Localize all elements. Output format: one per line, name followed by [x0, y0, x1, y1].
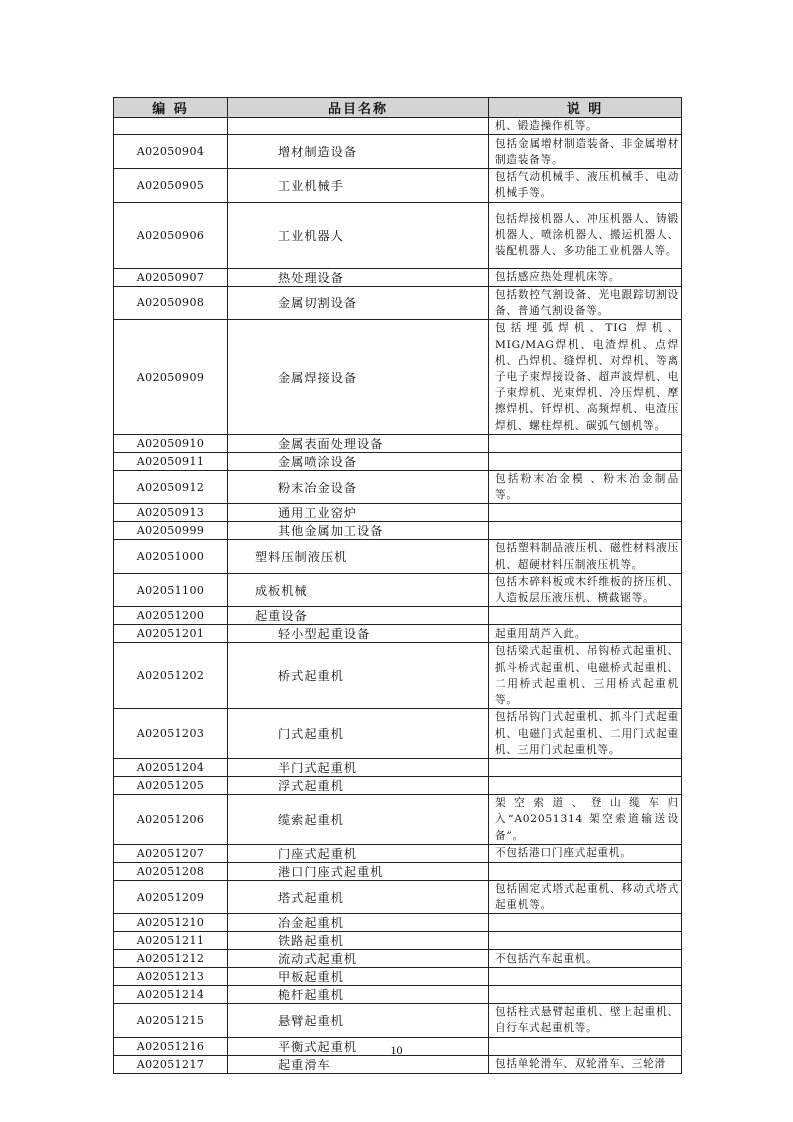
- item-description: 包括吊钩门式起重机、抓斗门式起重机、电磁门式起重机、二用门式起重机、三用门式起重机等。: [489, 709, 682, 759]
- item-code: A02051210: [114, 914, 228, 932]
- table-row: [114, 777, 682, 795]
- table-row: [114, 286, 682, 319]
- catalog-table: [113, 97, 682, 1074]
- item-description: [489, 435, 682, 453]
- item-code: A02051205: [114, 777, 228, 795]
- item-name: 平衡式起重机: [228, 1037, 489, 1055]
- table-body: [114, 118, 682, 1074]
- item-description: [489, 607, 682, 625]
- item-code: A02050905: [114, 169, 228, 202]
- table-row: [114, 453, 682, 471]
- item-description: 包括单轮滑车、双轮滑车、三轮滑: [489, 1055, 682, 1073]
- item-code: A02051212: [114, 950, 228, 968]
- item-name: 其他金属加工设备: [228, 522, 489, 540]
- item-name: 塔式起重机: [228, 880, 489, 913]
- table-row: [114, 169, 682, 202]
- item-description: 包括木碎料板或木纤维板的挤压机、人造板层压液压机、横截锯等。: [489, 573, 682, 606]
- item-description: 不包括汽车起重机。: [489, 950, 682, 968]
- item-description: 包括焊接机器人、冲压机器人、铸锻机器人、喷涂机器人、搬运机器人、装配机器人、多功能工业机器人等。: [489, 202, 682, 268]
- table-row: [114, 1004, 682, 1037]
- item-name: 起重滑车: [228, 1055, 489, 1073]
- item-description: [489, 777, 682, 795]
- item-name: 热处理设备: [228, 268, 489, 286]
- item-code: A02050907: [114, 268, 228, 286]
- item-description: 包括梁式起重机、吊钩桥式起重机、抓斗桥式起重机、电磁桥式起重机、二用桥式起重机、三用桥式起重机等。: [489, 643, 682, 709]
- item-description: [489, 453, 682, 471]
- item-code: A02051216: [114, 1037, 228, 1055]
- table-row: [114, 880, 682, 913]
- item-name: 浮式起重机: [228, 777, 489, 795]
- table-row: [114, 540, 682, 573]
- table-row: [114, 504, 682, 522]
- item-name: 通用工业窑炉: [228, 504, 489, 522]
- table-row: [114, 135, 682, 169]
- item-code: A02051207: [114, 844, 228, 862]
- table-row: [114, 625, 682, 643]
- table-row: [114, 968, 682, 986]
- header-code: 编 码: [114, 98, 228, 118]
- item-name: 成板机械: [228, 573, 489, 606]
- item-code: A02050913: [114, 504, 228, 522]
- table-row: [114, 573, 682, 606]
- item-code: A02050912: [114, 471, 228, 504]
- item-code: A02051204: [114, 759, 228, 777]
- item-description: 包括塑料制品液压机、磁性材料液压机、超硬材料压制液压机等。: [489, 540, 682, 573]
- item-description: [489, 968, 682, 986]
- item-code: A02051215: [114, 1004, 228, 1037]
- item-name: 缆索起重机: [228, 795, 489, 845]
- item-name: 增材制造设备: [228, 135, 489, 169]
- item-description: [489, 522, 682, 540]
- item-name: 金属切割设备: [228, 286, 489, 319]
- item-code: A02051201: [114, 625, 228, 643]
- item-name: 悬臂起重机: [228, 1004, 489, 1037]
- header-name: 品目名称: [228, 98, 489, 118]
- table-row: [114, 202, 682, 268]
- item-description: 包括数控气割设备、光电跟踪切割设备、普通气割设备等。: [489, 286, 682, 319]
- table-header-row: [114, 98, 682, 118]
- item-code: A02050906: [114, 202, 228, 268]
- item-name: 甲板起重机: [228, 968, 489, 986]
- item-name: 门座式起重机: [228, 844, 489, 862]
- table-row: [114, 759, 682, 777]
- item-name: 港口门座式起重机: [228, 862, 489, 880]
- item-code: A02051100: [114, 573, 228, 606]
- header-desc: 说 明: [489, 98, 682, 118]
- table-row: [114, 522, 682, 540]
- item-code: A02051214: [114, 986, 228, 1004]
- item-description: 起重用葫芦入此。: [489, 625, 682, 643]
- table-row: [114, 471, 682, 504]
- item-code: A02051209: [114, 880, 228, 913]
- item-name: 塑料压制液压机: [228, 540, 489, 573]
- item-name: 金属焊接设备: [228, 320, 489, 435]
- item-code: A02051202: [114, 643, 228, 709]
- item-code: A02051213: [114, 968, 228, 986]
- item-code: A02050910: [114, 435, 228, 453]
- item-code: A02051200: [114, 607, 228, 625]
- item-description: [489, 986, 682, 1004]
- item-name: 起重设备: [228, 607, 489, 625]
- table-row: [114, 862, 682, 880]
- item-description: 包括气动机械手、液压机械手、电动机械手等。: [489, 169, 682, 202]
- item-description: [489, 932, 682, 950]
- item-code: A02050904: [114, 135, 228, 169]
- item-description: [489, 504, 682, 522]
- item-description: 包括金属增材制造装备、非金属增材制造装备等。: [489, 135, 682, 169]
- item-description: 包括埋弧焊机、TIG 焊机、MIG/MAG焊机、电渣焊机、点焊机、凸焊机、缝焊机、对焊机、等离子电子束焊接设备、超声波焊机、电子束焊机、光束焊机、冷压焊机、摩擦焊机、钎焊机、高频焊机、电渣压焊机、螺柱焊机、碳弧气刨机等。: [489, 320, 682, 435]
- item-code: A02051217: [114, 1055, 228, 1073]
- page-number: 10: [390, 1043, 403, 1057]
- item-name: 半门式起重机: [228, 759, 489, 777]
- table-row: [114, 844, 682, 862]
- item-code: A02050909: [114, 320, 228, 435]
- table-row: [114, 914, 682, 932]
- table-row: [114, 607, 682, 625]
- item-name: 金属表面处理设备: [228, 435, 489, 453]
- item-description: 架空索道、登山缆车归入“A02051314 架空索道输送设备”。: [489, 795, 682, 845]
- item-description: 机、锻造操作机等。: [489, 118, 682, 135]
- item-name: 冶金起重机: [228, 914, 489, 932]
- item-code: A02051208: [114, 862, 228, 880]
- item-description: [489, 862, 682, 880]
- table-row: [114, 643, 682, 709]
- table-row: [114, 118, 682, 135]
- item-code: A02050908: [114, 286, 228, 319]
- table-row: [114, 268, 682, 286]
- item-name: [228, 118, 489, 135]
- item-description: [489, 759, 682, 777]
- item-description: 不包括港口门座式起重机。: [489, 844, 682, 862]
- item-name: 铁路起重机: [228, 932, 489, 950]
- item-name: 金属喷涂设备: [228, 453, 489, 471]
- item-description: 包括粉末冶金模 、粉末冶金制品等。: [489, 471, 682, 504]
- item-name: 桅杆起重机: [228, 986, 489, 1004]
- item-description: [489, 914, 682, 932]
- item-code: A02050999: [114, 522, 228, 540]
- item-description: 包括柱式悬臂起重机、壁上起重机、自行车式起重机等。: [489, 1004, 682, 1037]
- item-code: A02051203: [114, 709, 228, 759]
- item-name: 桥式起重机: [228, 643, 489, 709]
- table-row: [114, 320, 682, 435]
- item-name: 轻小型起重设备: [228, 625, 489, 643]
- item-name: 流动式起重机: [228, 950, 489, 968]
- item-code: A02051211: [114, 932, 228, 950]
- table-row: [114, 435, 682, 453]
- item-name: 门式起重机: [228, 709, 489, 759]
- item-description: 包括感应热处理机床等。: [489, 268, 682, 286]
- table-row: [114, 709, 682, 759]
- table-row: [114, 795, 682, 845]
- item-description: 包括固定式塔式起重机、移动式塔式起重机等。: [489, 880, 682, 913]
- item-name: 工业机器人: [228, 202, 489, 268]
- item-code: A02050911: [114, 453, 228, 471]
- item-code: [114, 118, 228, 135]
- item-name: 工业机械手: [228, 169, 489, 202]
- table-row: [114, 986, 682, 1004]
- item-name: 粉末冶金设备: [228, 471, 489, 504]
- table-row: [114, 932, 682, 950]
- item-code: A02051206: [114, 795, 228, 845]
- table-row: [114, 950, 682, 968]
- item-code: A02051000: [114, 540, 228, 573]
